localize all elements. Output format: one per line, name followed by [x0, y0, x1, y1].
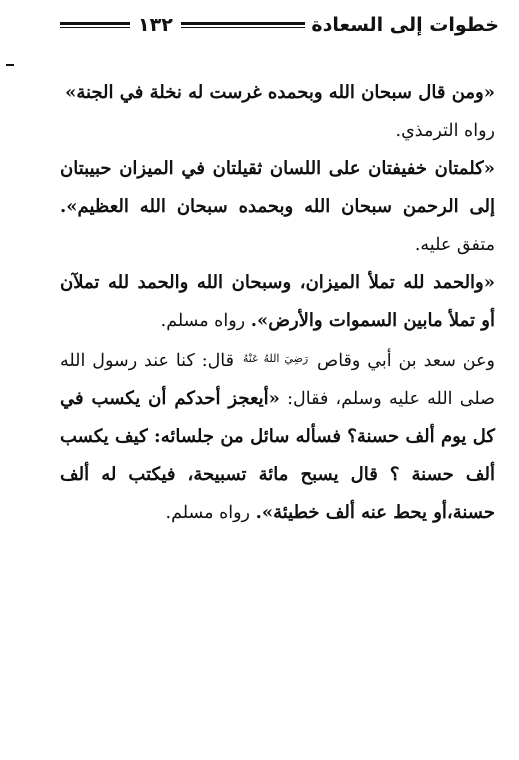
- paragraph-3: [60, 264, 495, 340]
- hadith-text-4: «أيعجز أحدكم أن يكسب في كل يوم ألف حسنة؟ فسأله سائل من جلسائه: كيف يكسب ألف حسنة ؟ قال يسبح مائة تسبيحة، فيكتب له ألف حسنة،أو يحط عنه ألف خطيئة».: [60, 388, 495, 523]
- hadith-text-2: «كلمتان خفيفتان على اللسان ثقيلتان في الميزان حبيبتان إلى الرحمن سبحان الله وبحمده سبحان الله العظيم».: [60, 158, 495, 217]
- paragraph-1: [60, 74, 495, 150]
- hadith-text-1: «ومن قال سبحان الله وبحمده غرست له نخلة في الجنة»: [65, 82, 495, 103]
- paragraph-2: [60, 150, 495, 264]
- page-number: ١٣٢: [138, 14, 173, 36]
- page-body: [60, 74, 495, 532]
- hadith-source-2: متفق عليه.: [414, 235, 495, 255]
- hadith-text-3: «والحمد لله تملأ الميزان، وسبحان الله والحمد لله تملآن أو تملأ مابين السموات والأرض».: [60, 272, 495, 331]
- narration-intro: وعن سعد بن أبي وقاص: [317, 351, 495, 371]
- running-title: خطوات إلى السعادة: [311, 14, 499, 36]
- paragraph-4: [60, 340, 495, 532]
- page-header: [60, 10, 499, 40]
- header-rule-left: [60, 22, 130, 28]
- hadith-source-1: رواه الترمذي.: [395, 121, 495, 141]
- honorific-glyph: رَضِيَ اللهُ عَنْهُ: [242, 352, 309, 365]
- hadith-source-3: رواه مسلم.: [160, 311, 246, 331]
- narration-said: قال: كنا عند رسول الله صلى الله عليه وسلم، فقال:: [60, 351, 495, 409]
- page-edge-mark: [6, 64, 14, 66]
- hadith-source-4: رواه مسلم.: [165, 503, 250, 523]
- header-rule-right: [181, 22, 306, 28]
